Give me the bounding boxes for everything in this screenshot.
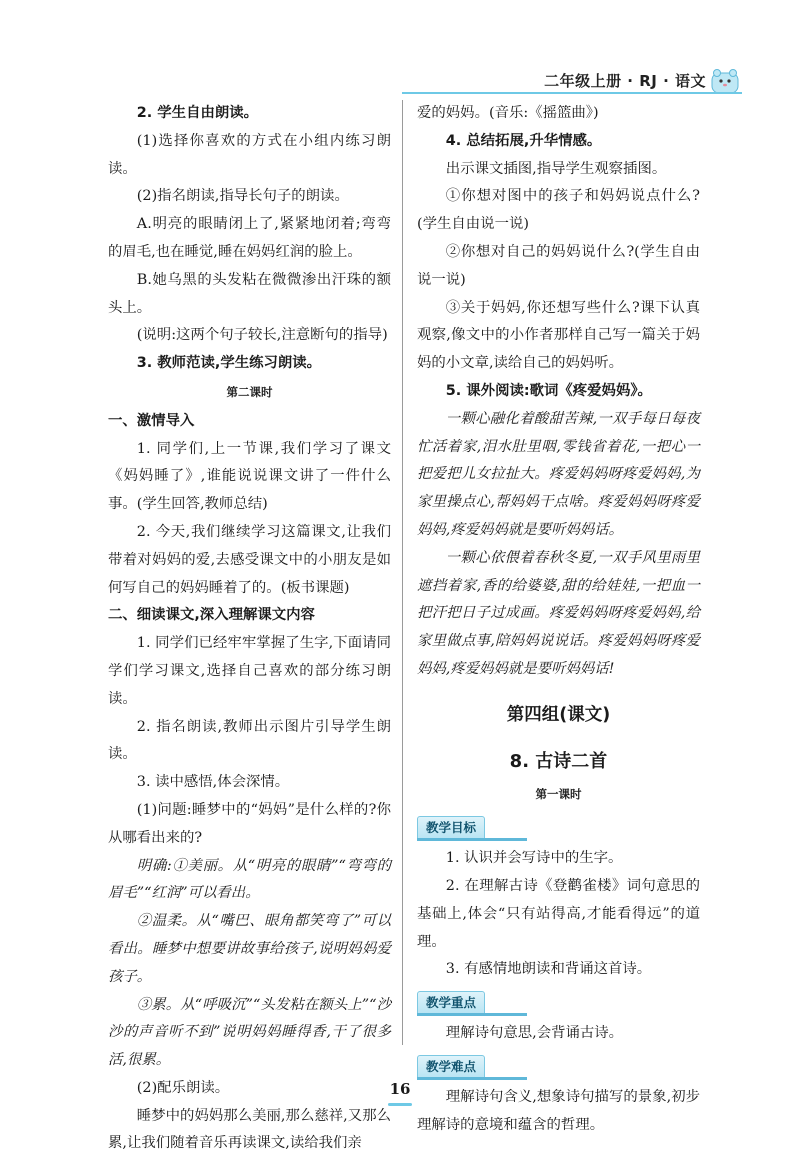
right-column: [417, 100, 700, 1140]
paragraph: 1. 认识并会写诗中的生字。: [445, 850, 623, 867]
tag-underline: [417, 838, 527, 841]
paragraph: (1)问题:睡梦中的“妈妈”是什么样的?你从哪看出来的?: [108, 801, 391, 846]
paragraph: 2. 在理解古诗《登鹳雀楼》词句意思的基础上,体会“只有站得高,才能看得远”的道理。: [417, 877, 700, 950]
section-heading: 一、激情导入: [108, 412, 195, 429]
goals-tag: [417, 815, 700, 841]
paragraph: 4. 总结拓展,升华情感。: [445, 132, 602, 149]
key-tag-label: 教学重点: [417, 991, 485, 1015]
song-lyrics: 一颗心融化着酸甜苦辣,一双手每日每夜忙活着家,泪水肚里咽,零钱省着花,一把心一把爱把儿女拉扯大。疼爱妈妈呀疼爱妈妈,为家里操点心,帮妈妈干点啥。疼爱妈妈呀疼爱妈妈,疼爱妈妈就是要听妈妈话。: [417, 410, 700, 538]
paragraph: 1. 同学们,上一节课,我们学习了课文《妈妈睡了》,谁能说说课文讲了一件什么事。(学生回答,教师总结): [108, 440, 391, 513]
paragraph: 2. 学生自由朗读。: [136, 105, 259, 121]
paragraph: 3. 有感情地朗读和背诵这首诗。: [445, 961, 652, 978]
section-heading: 二、细读课文,深入理解课文内容: [108, 607, 315, 624]
left-column: [108, 100, 391, 1158]
key-tag: [417, 990, 700, 1016]
paragraph: ②你想对自己的妈妈说什么?(学生自由说一说): [417, 243, 700, 288]
paragraph: ③累。从“呼吸沉”“头发粘在额头上”“沙沙的声音听不到”说明妈妈睡得香,干了很多活,很累。: [108, 996, 391, 1069]
paragraph: 3. 读中感悟,体会深情。: [136, 774, 290, 791]
lesson-heading: 第一课时: [535, 787, 582, 802]
paragraph: ③关于妈妈,你还想写些什么?课下认真观察,像文中的小作者那样自己写一篇关于妈妈的小文章,读给自己的妈妈听。: [417, 299, 700, 372]
paragraph: ②温柔。从“嘴巴、眼角都笑弯了”可以看出。睡梦中想要讲故事给孩子,说明妈妈爱孩子。: [108, 913, 391, 985]
paragraph: 1. 同学们已经牢牢掌握了生字,下面请同学们学习课文,选择自己喜欢的部分练习朗读。: [108, 635, 391, 707]
difficulty-tag: [417, 1054, 700, 1080]
header-rule: [402, 92, 742, 94]
paragraph: A.明亮的眼睛闭上了,紧紧地闭着;弯弯的眉毛,也在睡觉,睡在妈妈红润的脸上。: [108, 216, 391, 260]
header-title: 二年级上册 · RJ · 语文: [544, 71, 706, 90]
page-number: 16: [389, 1080, 411, 1098]
song-lyrics: 一颗心依偎着春秋冬夏,一双手风里雨里遮挡着家,香的给婆婆,甜的给娃娃,一把血一把汗把日子过成画。疼爱妈妈呀疼爱妈妈,给家里做点事,陪妈妈说说话。疼爱妈妈呀疼爱妈妈,疼爱妈妈就是要听妈妈话!: [417, 549, 700, 677]
paragraph: 理解诗句含义,想象诗句描写的景象,初步理解诗的意境和蕴含的哲理。: [417, 1088, 700, 1133]
paragraph: 理解诗句意思,会背诵古诗。: [445, 1025, 624, 1042]
paragraph: 爱的妈妈。(音乐:《摇篮曲》): [417, 105, 599, 121]
paragraph: 5. 课外阅读:歌词《疼爱妈妈》。: [445, 382, 652, 399]
mascot-icon: [710, 65, 740, 95]
goals-tag-label: 教学目标: [417, 816, 485, 840]
paragraph: (说明:这两个句子较长,注意断句的指导): [136, 327, 388, 344]
lesson-title: 8. 古诗二首: [509, 750, 608, 772]
page-number-rule: [388, 1103, 412, 1106]
lesson-heading: 第二课时: [226, 384, 273, 399]
paragraph: (2)配乐朗读。: [136, 1079, 230, 1096]
paragraph: 睡梦中的妈妈那么美丽,那么慈祥,又那么累,让我们随着音乐再读课文,读给我们亲: [108, 1107, 391, 1152]
difficulty-tag-label: 教学难点: [417, 1055, 485, 1079]
paragraph: ①你想对图中的孩子和妈妈说点什么?(学生自由说一说): [417, 188, 700, 233]
paragraph: (2)指名朗读,指导长句子的朗读。: [136, 188, 349, 205]
paragraph: 2. 指名朗读,教师出示图片引导学生朗读。: [108, 718, 391, 763]
paragraph: B.她乌黑的头发粘在微微渗出汗珠的额头上。: [108, 271, 391, 316]
group-title: 第四组(课文): [506, 704, 611, 725]
column-divider: [402, 100, 403, 1045]
tag-underline: [417, 1013, 527, 1016]
paragraph: 明确:①美丽。从“明亮的眼睛”“弯弯的眉毛”“红润”可以看出。: [108, 857, 391, 902]
paragraph: 出示课文插图,指导学生观察插图。: [445, 160, 667, 177]
paragraph: 3. 教师范读,学生练习朗读。: [136, 355, 322, 372]
paragraph: 2. 今天,我们继续学习这篇课文,让我们带着对妈妈的爱,去感受课文中的小朋友是如何写自己的妈妈睡着了的。(板书课题): [108, 523, 391, 596]
paragraph: (1)选择你喜欢的方式在小组内练习朗读。: [108, 132, 391, 177]
